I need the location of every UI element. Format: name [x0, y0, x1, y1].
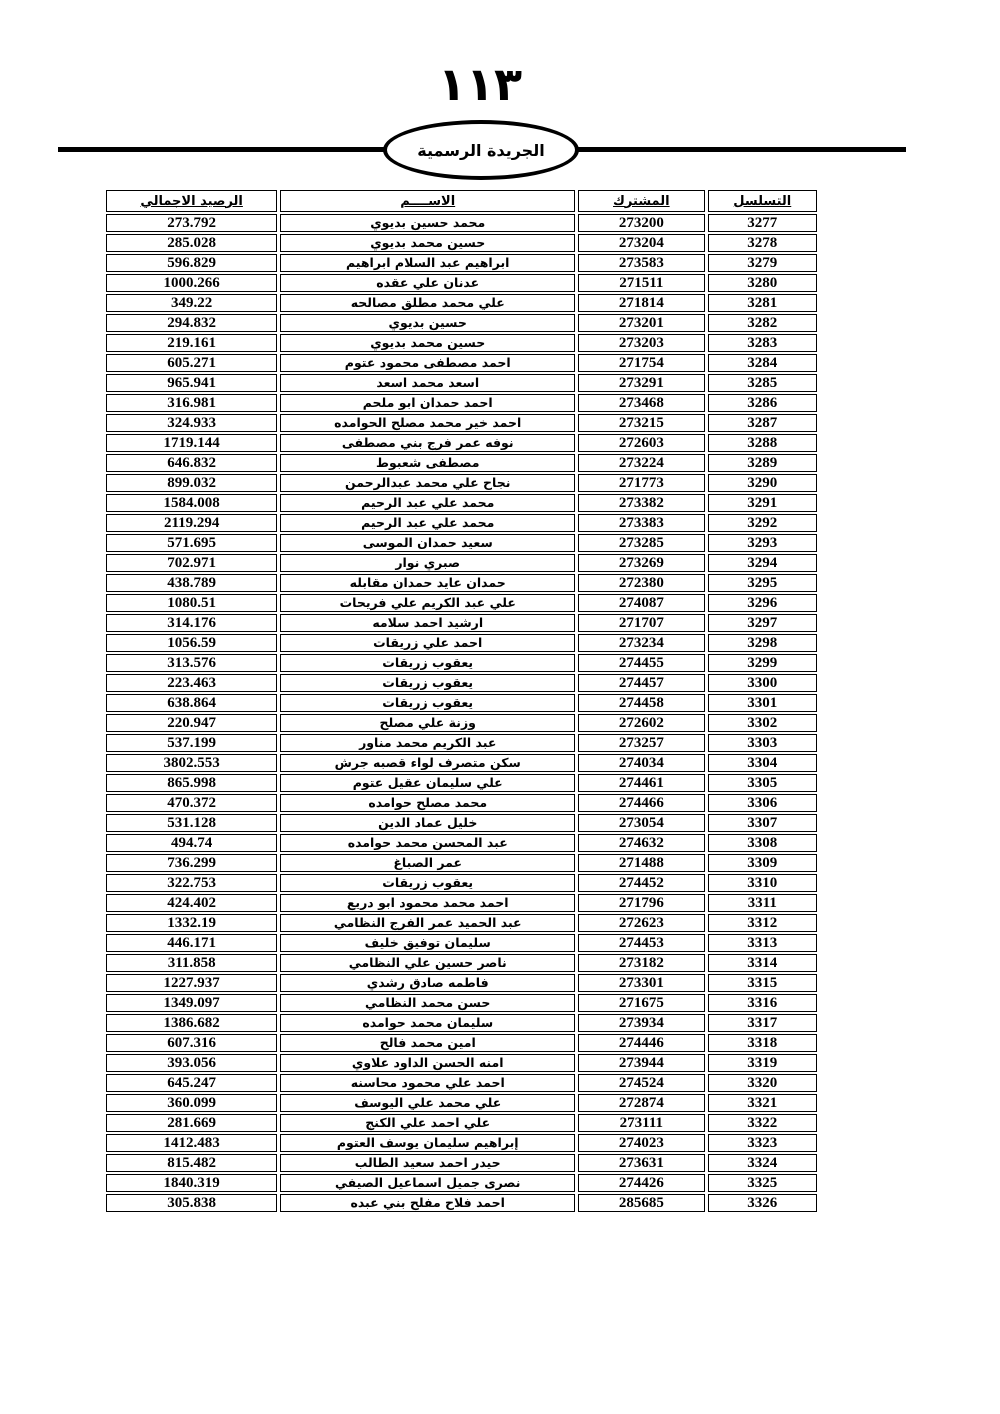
- subscriber-cell: 274461: [578, 774, 704, 792]
- subscriber-cell: 274446: [578, 1034, 704, 1052]
- balance-cell: 1080.51: [106, 594, 277, 612]
- name-cell: احمد علي زريقات: [280, 634, 575, 652]
- subscriber-cell: 273201: [578, 314, 704, 332]
- name-cell: محمد علي عبد الرحيم: [280, 514, 575, 532]
- serial-cell: 3297: [708, 614, 818, 632]
- balance-cell: 605.271: [106, 354, 277, 372]
- balance-cell: 3802.553: [106, 754, 277, 772]
- subscriber-cell: 272874: [578, 1094, 704, 1112]
- name-cell: احمد علي محمود محاسنه: [280, 1074, 575, 1092]
- subscriber-cell: 273631: [578, 1154, 704, 1172]
- serial-cell: 3313: [708, 934, 818, 952]
- name-cell: مصطفى شعبوط: [280, 454, 575, 472]
- subscriber-cell: 272380: [578, 574, 704, 592]
- serial-cell: 3306: [708, 794, 818, 812]
- name-cell: سكن متصرف لواء قصبه جرش: [280, 754, 575, 772]
- balance-cell: 311.858: [106, 954, 277, 972]
- name-cell: خليل عماد الدين: [280, 814, 575, 832]
- serial-cell: 3312: [708, 914, 818, 932]
- table-row: [106, 1094, 817, 1112]
- balance-cell: 305.838: [106, 1194, 277, 1212]
- serial-cell: 3325: [708, 1174, 818, 1192]
- name-cell: حسن محمد النظامي: [280, 994, 575, 1012]
- balance-cell: 313.576: [106, 654, 277, 672]
- table-row: [106, 914, 817, 932]
- table-row: [106, 434, 817, 452]
- subscriber-cell: 273054: [578, 814, 704, 832]
- subscriber-cell: 273203: [578, 334, 704, 352]
- table-row: [106, 814, 817, 832]
- table-row: [106, 1154, 817, 1172]
- name-cell: عبد المحسن محمد حوامده: [280, 834, 575, 852]
- name-cell: صبري نوار: [280, 554, 575, 572]
- name-cell: ابراهيم عبد السلام ابراهيم: [280, 254, 575, 272]
- name-cell: امين محمد فالح: [280, 1034, 575, 1052]
- balance-cell: 349.22: [106, 294, 277, 312]
- table-row: [106, 694, 817, 712]
- table-row: [106, 514, 817, 532]
- name-cell: امنه الحسن الداود علاوي: [280, 1054, 575, 1072]
- name-cell: علي سليمان عقيل عتوم: [280, 774, 575, 792]
- table-body: [106, 214, 817, 1212]
- subscriber-cell: 273269: [578, 554, 704, 572]
- table-row: [106, 934, 817, 952]
- subscriber-cell: 273204: [578, 234, 704, 252]
- serial-cell: 3277: [708, 214, 818, 232]
- serial-cell: 3311: [708, 894, 818, 912]
- subscriber-cell: 271796: [578, 894, 704, 912]
- serial-cell: 3300: [708, 674, 818, 692]
- subscriber-cell: 274458: [578, 694, 704, 712]
- subscriber-cell: 272603: [578, 434, 704, 452]
- name-cell: ارشيد احمد سلامه: [280, 614, 575, 632]
- name-cell: سعيد حمدان الموسى: [280, 534, 575, 552]
- balance-cell: 531.128: [106, 814, 277, 832]
- serial-cell: 3315: [708, 974, 818, 992]
- balance-cell: 324.933: [106, 414, 277, 432]
- serial-cell: 3298: [708, 634, 818, 652]
- table-row: [106, 1194, 817, 1212]
- serial-cell: 3296: [708, 594, 818, 612]
- table-row: [106, 1034, 817, 1052]
- subscriber-cell: 273934: [578, 1014, 704, 1032]
- header-serial: التسلسل: [708, 190, 818, 212]
- name-cell: يعقوب زريقات: [280, 874, 575, 892]
- table-row: [106, 1134, 817, 1152]
- serial-cell: 3307: [708, 814, 818, 832]
- name-cell: حيدر احمد سعيد الطالب: [280, 1154, 575, 1172]
- table-header-row: [106, 190, 817, 212]
- serial-cell: 3289: [708, 454, 818, 472]
- balance-cell: 736.299: [106, 854, 277, 872]
- table-row: [106, 414, 817, 432]
- subscriber-cell: 273257: [578, 734, 704, 752]
- name-cell: يعقوب زريقات: [280, 674, 575, 692]
- name-cell: احمد محمد محمود ابو دريع: [280, 894, 575, 912]
- serial-cell: 3309: [708, 854, 818, 872]
- balance-cell: 899.032: [106, 474, 277, 492]
- name-cell: احمد حمدان ابو ملحم: [280, 394, 575, 412]
- table-row: [106, 354, 817, 372]
- balance-cell: 322.753: [106, 874, 277, 892]
- balance-cell: 438.789: [106, 574, 277, 592]
- serial-cell: 3280: [708, 274, 818, 292]
- table-row: [106, 994, 817, 1012]
- name-cell: حسين محمد بديوي: [280, 334, 575, 352]
- table-row: [106, 754, 817, 772]
- subscriber-cell: 274034: [578, 754, 704, 772]
- subscriber-cell: 271773: [578, 474, 704, 492]
- name-cell: يعقوب زريقات: [280, 654, 575, 672]
- balance-cell: 1056.59: [106, 634, 277, 652]
- table-row: [106, 474, 817, 492]
- serial-cell: 3316: [708, 994, 818, 1012]
- name-cell: علي محمد علي اليوسف: [280, 1094, 575, 1112]
- serial-cell: 3302: [708, 714, 818, 732]
- table-row: [106, 234, 817, 252]
- balance-cell: 294.832: [106, 314, 277, 332]
- subscriber-cell: 273215: [578, 414, 704, 432]
- name-cell: فاطمه صادق رشدي: [280, 974, 575, 992]
- balance-cell: 223.463: [106, 674, 277, 692]
- table-row: [106, 294, 817, 312]
- table-row: [106, 534, 817, 552]
- subscriber-cell: 274087: [578, 594, 704, 612]
- table-row: [106, 214, 817, 232]
- serial-cell: 3320: [708, 1074, 818, 1092]
- table-row: [106, 554, 817, 572]
- table-row: [106, 834, 817, 852]
- balance-cell: 285.028: [106, 234, 277, 252]
- subscriber-cell: 274455: [578, 654, 704, 672]
- subscriber-cell: 273301: [578, 974, 704, 992]
- serial-cell: 3299: [708, 654, 818, 672]
- balance-cell: 645.247: [106, 1074, 277, 1092]
- table-row: [106, 894, 817, 912]
- header-name: الاســــم: [280, 190, 575, 212]
- serial-cell: 3291: [708, 494, 818, 512]
- subscriber-cell: 271754: [578, 354, 704, 372]
- serial-cell: 3314: [708, 954, 818, 972]
- balance-cell: 220.947: [106, 714, 277, 732]
- name-cell: اسعد محمد اسعد: [280, 374, 575, 392]
- serial-cell: 3282: [708, 314, 818, 332]
- subscriber-cell: 273291: [578, 374, 704, 392]
- serial-cell: 3292: [708, 514, 818, 532]
- subscriber-cell: 274632: [578, 834, 704, 852]
- name-cell: احمد فلاح مفلح بني عبده: [280, 1194, 575, 1212]
- gazette-banner-title: الجريدة الرسمية: [417, 140, 545, 160]
- table-row: [106, 254, 817, 272]
- table-row: [106, 614, 817, 632]
- table-row: [106, 714, 817, 732]
- name-cell: حسين بديوي: [280, 314, 575, 332]
- name-cell: وزنة علي مصلح: [280, 714, 575, 732]
- name-cell: محمد حسين بديوي: [280, 214, 575, 232]
- gazette-banner-ellipse: [383, 120, 579, 180]
- subscriber-cell: 285685: [578, 1194, 704, 1212]
- serial-cell: 3317: [708, 1014, 818, 1032]
- table-row: [106, 794, 817, 812]
- balance-cell: 596.829: [106, 254, 277, 272]
- serial-cell: 3283: [708, 334, 818, 352]
- table-row: [106, 974, 817, 992]
- table-row: [106, 874, 817, 892]
- name-cell: علي احمد علي الكنج: [280, 1114, 575, 1132]
- subscriber-cell: 273111: [578, 1114, 704, 1132]
- balance-cell: 470.372: [106, 794, 277, 812]
- serial-cell: 3279: [708, 254, 818, 272]
- name-cell: عبد الحميد عمر الفرج النظامي: [280, 914, 575, 932]
- balance-cell: 1412.483: [106, 1134, 277, 1152]
- subscriber-cell: 273944: [578, 1054, 704, 1072]
- name-cell: ناصر حسين علي النظامي: [280, 954, 575, 972]
- balance-cell: 1000.266: [106, 274, 277, 292]
- balance-cell: 273.792: [106, 214, 277, 232]
- balance-cell: 360.099: [106, 1094, 277, 1112]
- name-cell: إبراهيم سليمان يوسف العتوم: [280, 1134, 575, 1152]
- table-row: [106, 334, 817, 352]
- table-row: [106, 1174, 817, 1192]
- subscriber-cell: 271511: [578, 274, 704, 292]
- name-cell: احمد خير محمد مصلح الحوامده: [280, 414, 575, 432]
- name-cell: محمد مصلح حوامده: [280, 794, 575, 812]
- serial-cell: 3303: [708, 734, 818, 752]
- table-row: [106, 594, 817, 612]
- page-number: ١١٣: [437, 57, 523, 111]
- serial-cell: 3318: [708, 1034, 818, 1052]
- serial-cell: 3322: [708, 1114, 818, 1132]
- serial-cell: 3290: [708, 474, 818, 492]
- table-row: [106, 374, 817, 392]
- table-row: [106, 494, 817, 512]
- balance-cell: 702.971: [106, 554, 277, 572]
- header-subscriber: المشترك: [578, 190, 704, 212]
- subscriber-cell: 272623: [578, 914, 704, 932]
- balance-cell: 1227.937: [106, 974, 277, 992]
- subscriber-cell: 274457: [578, 674, 704, 692]
- balance-cell: 393.056: [106, 1054, 277, 1072]
- serial-cell: 3321: [708, 1094, 818, 1112]
- name-cell: نوفه عمر فرج بني مصطفى: [280, 434, 575, 452]
- header-total-balance: الرصيد الاجمالي: [106, 190, 277, 212]
- table-row: [106, 1114, 817, 1132]
- balance-cell: 446.171: [106, 934, 277, 952]
- name-cell: محمد علي عبد الرحيم: [280, 494, 575, 512]
- table-row: [106, 394, 817, 412]
- subscriber-cell: 271814: [578, 294, 704, 312]
- subscriber-cell: 274466: [578, 794, 704, 812]
- subscriber-cell: 271707: [578, 614, 704, 632]
- subscriber-cell: 273383: [578, 514, 704, 532]
- table-row: [106, 634, 817, 652]
- balance-cell: 1584.008: [106, 494, 277, 512]
- serial-cell: 3304: [708, 754, 818, 772]
- subscriber-cell: 273285: [578, 534, 704, 552]
- subscriber-cell: 273468: [578, 394, 704, 412]
- serial-cell: 3319: [708, 1054, 818, 1072]
- serial-cell: 3324: [708, 1154, 818, 1172]
- table-row: [106, 454, 817, 472]
- balance-cell: 646.832: [106, 454, 277, 472]
- name-cell: سليمان توفيق خليف: [280, 934, 575, 952]
- serial-cell: 3294: [708, 554, 818, 572]
- name-cell: نصرى جميل اسماعيل الصيفي: [280, 1174, 575, 1192]
- serial-cell: 3323: [708, 1134, 818, 1152]
- balance-cell: 281.669: [106, 1114, 277, 1132]
- name-cell: علي محمد مطلق مصالحه: [280, 294, 575, 312]
- serial-cell: 3305: [708, 774, 818, 792]
- balance-cell: 965.941: [106, 374, 277, 392]
- serial-cell: 3310: [708, 874, 818, 892]
- name-cell: عدنان علي عقده: [280, 274, 575, 292]
- subscriber-cell: 274452: [578, 874, 704, 892]
- balance-cell: 219.161: [106, 334, 277, 352]
- table-row: [106, 674, 817, 692]
- balance-cell: 537.199: [106, 734, 277, 752]
- name-cell: سليمان محمد حوامده: [280, 1014, 575, 1032]
- serial-cell: 3295: [708, 574, 818, 592]
- serial-cell: 3301: [708, 694, 818, 712]
- table-row: [106, 774, 817, 792]
- serial-cell: 3308: [708, 834, 818, 852]
- serial-cell: 3278: [708, 234, 818, 252]
- name-cell: نجاح علي محمد عبدالرحمن: [280, 474, 575, 492]
- balance-cell: 638.864: [106, 694, 277, 712]
- name-cell: علي عبد الكريم علي فريحات: [280, 594, 575, 612]
- serial-cell: 3293: [708, 534, 818, 552]
- subscriber-cell: 274453: [578, 934, 704, 952]
- subscriber-cell: 273382: [578, 494, 704, 512]
- balance-cell: 1349.097: [106, 994, 277, 1012]
- balance-cell: 494.74: [106, 834, 277, 852]
- serial-cell: 3326: [708, 1194, 818, 1212]
- name-cell: حسين محمد بديوي: [280, 234, 575, 252]
- name-cell: حمدان عايد حمدان مقابله: [280, 574, 575, 592]
- balance-cell: 815.482: [106, 1154, 277, 1172]
- name-cell: عمر الصباغ: [280, 854, 575, 872]
- balance-cell: 865.998: [106, 774, 277, 792]
- serial-cell: 3281: [708, 294, 818, 312]
- subscriber-cell: 272602: [578, 714, 704, 732]
- table-row: [106, 574, 817, 592]
- subscriber-cell: 271488: [578, 854, 704, 872]
- table-row: [106, 1014, 817, 1032]
- subscriber-cell: 271675: [578, 994, 704, 1012]
- table-row: [106, 654, 817, 672]
- table-header: [106, 190, 817, 212]
- table-row: [106, 274, 817, 292]
- name-cell: احمد مصطفى محمود عتوم: [280, 354, 575, 372]
- serial-cell: 3285: [708, 374, 818, 392]
- name-cell: عبد الكريم محمد مناور: [280, 734, 575, 752]
- table-row: [106, 854, 817, 872]
- table-row: [106, 954, 817, 972]
- balance-cell: 314.176: [106, 614, 277, 632]
- subscriber-cell: 274524: [578, 1074, 704, 1092]
- subscriber-cell: 273224: [578, 454, 704, 472]
- table-row: [106, 1074, 817, 1092]
- name-cell: يعقوب زريقات: [280, 694, 575, 712]
- balance-cell: 1332.19: [106, 914, 277, 932]
- balance-cell: 607.316: [106, 1034, 277, 1052]
- balance-cell: 1386.682: [106, 1014, 277, 1032]
- table-row: [106, 1054, 817, 1072]
- serial-cell: 3287: [708, 414, 818, 432]
- balance-cell: 316.981: [106, 394, 277, 412]
- subscriber-cell: 273182: [578, 954, 704, 972]
- balance-cell: 424.402: [106, 894, 277, 912]
- serial-cell: 3284: [708, 354, 818, 372]
- serial-cell: 3288: [708, 434, 818, 452]
- subscriber-cell: 273234: [578, 634, 704, 652]
- balance-cell: 2119.294: [106, 514, 277, 532]
- balance-cell: 571.695: [106, 534, 277, 552]
- subscriber-cell: 274426: [578, 1174, 704, 1192]
- subscriber-cell: 274023: [578, 1134, 704, 1152]
- subscriber-cell: 273200: [578, 214, 704, 232]
- balance-cell: 1840.319: [106, 1174, 277, 1192]
- subscriber-cell: 273583: [578, 254, 704, 272]
- table-row: [106, 734, 817, 752]
- subscribers-table: [103, 188, 820, 1214]
- balance-cell: 1719.144: [106, 434, 277, 452]
- serial-cell: 3286: [708, 394, 818, 412]
- table-row: [106, 314, 817, 332]
